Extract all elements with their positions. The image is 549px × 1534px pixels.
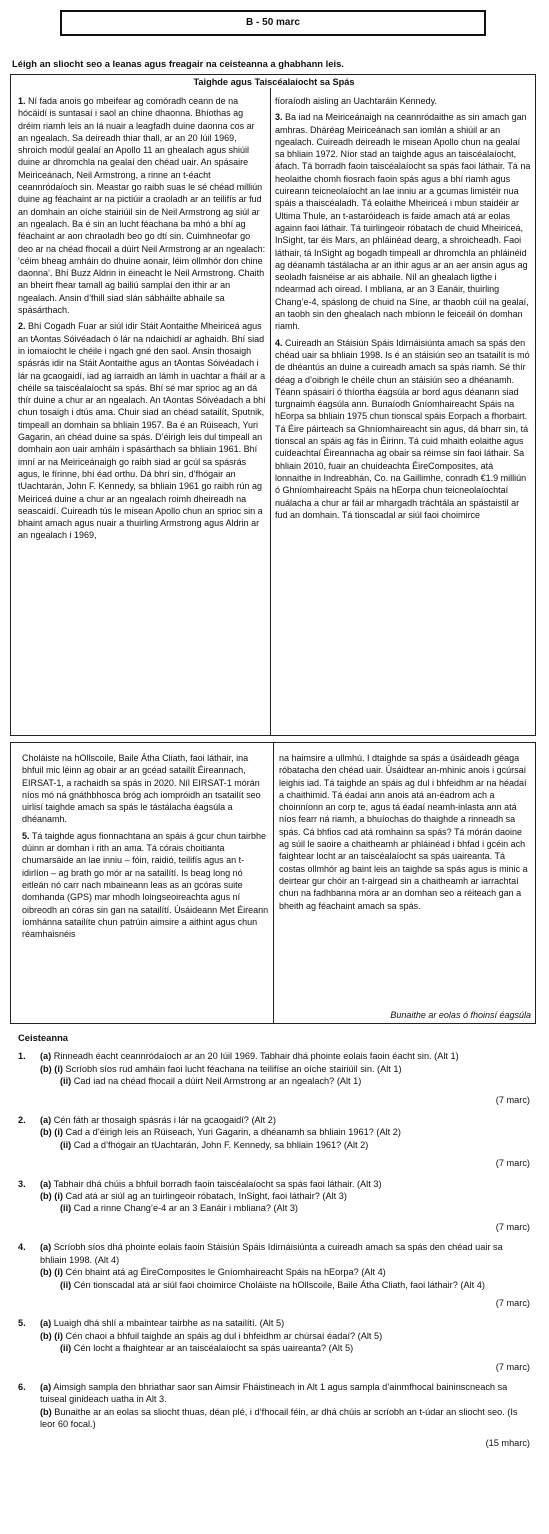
paragraph-5: 5. Tá taighde agus fionnachtana an spáis á gcur chun tairbhe dúinn ar domhan i rith an ama. Tá córais choitianta chumarsáide an lae inniu – fóin, raidió, teilifís agus an t-idirlíon – ag brath go mór ar na satailítí. Is beag long nó eitleán nó carr nach mbaineann leas as an gcóras suite domhanda (GPS) mar mhodh loingseoireachta agus ní oibreodh an córas sin gan na satailítí. Úsáideann Met Éireann íomhánna satailíte chun patrúin aimsire a aithint agus chun réamhaisnéis (22, 830, 269, 940)
article-column-right-top (275, 95, 531, 525)
section-header (60, 10, 486, 36)
paragraph-1: 1. Ní fada anois go mbeifear ag comóradh ceann de na hócáidí is suntasaí i saol an chine dhaonna. Bhíothas ag dréim riamh leis an lá nuair a leagfadh duine daonna cos ar an ngealach. Sa deireadh thiar thall, ar an 20 Iúil 1969, shroich modúl gealaí an Apollo 11 an ghealach agus shiúil duine ar dhromchla na gealaí den chéad uair. An spásaire Meiriceánach, Neil Armstrong, a rinne an t-éacht ceannródaíoch sin. Meastar go raibh suas le sé chéad milliún duine ag féachaint ar na pictiúir a craoladh ar an teilifís ar fud an domhain an oíche stairiúil sin de Neil Armstrong ag siúl ar an ngealach. Ba é sin an lucht féachana ba mhó a bhí ag féachaint ar aon chraoladh beo go dtí sin. Cuimhneofar go deo ar na chéad fhocail a dúirt Neil Armstrong ar an ngealach: ‘céim bheag amháin do dhuine aonair, léim ollmhór don chine daonna’. Bhí Buzz Aldrin in éineacht le Neil Armstrong. Chaith an bheirt fhear tamall ag bailiú samplaí den ithir ar an ngealach. Ansin d’fhill siad slán sábháilte abhaile sa spásárthach. (18, 96, 266, 316)
paragraph-4-continued: Choláiste na hOllscoile, Baile Átha Cliath, faoi láthair, ina bhfuil mic léinn ag obair ar an gcéad satailít Éireannach, EIRSAT-1, a rachaidh sa spás in 2020. Níl EIRSAT-1 mórán níos mó ná gnáthbhosca bróg ach iompróidh an tsatailít seo uirlisí taighde amach sa spás le tástálacha éagsúla a dhéanamh. (22, 753, 261, 825)
paragraph-2: 2. Bhí Cogadh Fuar ar siúl idir Stáit Aontaithe Mheiriceá agus an tAontas Sóivéadach ó lár na ndaichidí ar aghaidh. Bhí siad in iomaíocht le chéile i ngach gné den saol. Ansin thosaigh spásrás idir na Stáit Aontaithe agus an tAontas Sóivéadach i lár na gcaogaidí, iad ag iarraidh an lámh in uachtar a fháil ar a chéile sa taiscéalaíocht sa spás. Bhí sé mar sprioc ag an dá thír duine a chur ar an ngealach. An tAontas Sóivéadach a bhí chun tosaigh i dtús ama. Chuir siad an chéad satailít, Sputnik, timpeall an domhain sa bhliain 1957. Ba é an Rúiseach, Yuri Gagarin, an chéad duine sa spás. D’éirigh leis dul timpeall an domhain aon uair amháin i spásárthach sa bhliain 1961. Bhí imní ar na Meiriceánaigh go raibh siad ar gcúl sa spásrás agus, le fírinne, bhí éad orthu. Dá bhrí sin, d’fhógair an tUachtarán, John F. Kennedy, sa bhliain 1961 go raibh rún ag Meiriceá duine a chur ar an ngealach roimh dheireadh na seascaidí. Cuireadh tús le misean Apollo chun an sprioc sin a bhaint amach agus nuair a thuirling Armstrong agus Aldrin ar an ngealach i 1969, (18, 321, 266, 541)
questions-heading: Ceisteanna (18, 1032, 69, 1043)
article-column-left-top (18, 95, 266, 546)
article-column-right-bottom (279, 752, 531, 916)
marks-q5: (7 marc) (495, 1361, 530, 1372)
source-note: Bunaithe ar eolas ó fhoinsí éagsúla (390, 1010, 531, 1020)
question-6: 6. (a) Aimsigh sampla den bhriathar saor san Aimsir Fháistineach in Alt 1 agus sampla d’ainmfhocal baininscneach sa tuiseal ginideach uatha in Alt 3. (b) Bunaithe ar an eolas sa sliocht thuas, déan plé, i d’fhocail féin, ar dhá chúis ar scríobh an t-údar an sliocht seo. (Is leor 60 focal.) (15 mharc) (18, 1381, 530, 1448)
questions-section (18, 1032, 530, 1457)
paragraph-2-continued: fíoraíodh aisling an Uachtaráin Kennedy. (275, 96, 437, 106)
paragraph-3: 3. Ba iad na Meiriceánaigh na ceannródaithe as sin amach gan amhras. Dháréag Meiriceánach san iomlán a shiúil ar an ngealach. Cuireadh deireadh le misean Apollo chun na gealaí sa bhliain 1972. Níor stad an taighde agus an taiscéalaíocht, áfach. Tá borradh faoin taiscéalaíocht sa spás faoi láthair. Tá na heolaithe chomh fiosrach faoin spás agus a bhí riamh agus cuireann teicneolaíocht an lae inniu ar a gcumas limistéir nua spáis a thaiscéaladh. Tá eolaithe Mheiriceá i mbun staidéir ar Ultima Thule, an t-astaróideach is faide amach atá ar eolas againn faoi láthair. Tá tuirlingeoir róbatach de chuid Mheiriceá, InSight, tar éis Mars, an phláinéad dearg, a shroicheadh. Faoi láthair, tá InSight ag bogadh timpeall ar dhromchla an phláinéid ag déanamh tástálacha ar an ithir agus ar an aer ansin agus ag seoladh faisnéise ar ais abhaile. Níl an ghealach ligthe i ndearmad ach oiread. I mbliana, ar an 3 Eanáir, thuirling Chang’e-4, spáslong de chuid na Síne, ar thaobh cúil na gealaí, an taobh sin den ghealach nach mbíonn le feiceáil ón domhan riamh. (275, 112, 531, 332)
article-title: Taighde agus Taiscéalaíocht sa Spás (193, 77, 355, 87)
marks-q3: (7 marc) (495, 1221, 530, 1232)
question-4: 4. (a) Scríobh síos dhá phointe eolais faoin Stáisiún Spáis Idirnáisiúnta a cuireadh amach sa spás den chéad uair sa bhliain 1998. (Alt 4) (b) (i) Cén bhaint atá ag ÉireComposites le Gníomhaireacht Spáis na hEorpa? (Alt 4) (ii) Cén tionscadal atá ar siúl faoi choimirce Choláiste na hOllscoile, Baile Átha Cliath, faoi láthair? (Alt 4) (7 marc) (18, 1242, 530, 1308)
paragraph-5-continued: na haimsire a ullmhú. I dtaighde sa spás a úsáideadh géaga róbatacha den chéad uair. Úsáidtear an-mhinic anois i gcúrsaí leighis iad. Tá taighde an spáis ag dul i bhfeidhm ar na héadaí a chaithimid. Tá éadaí ann anois atá an-éadrom ach a choinníonn an corp te, agus tá éadaí neamh-inlasta ann atá níos fearr ná riamh, a bhuíochas do thaighde a rinneadh sa spás. Cá bhfios cad atá romhainn sa spás? Tá mórán daoine ag súil le saoire a chaitheamh ar phláinéad i bhfad i gcéin ach faightear locht ar an taiscéalaíocht sa spás uaireanta. Tá costas ollmhór ag baint leis an taighde sa spás agus is minic a deirtear gur chóir an t-airgead sin a chaitheamh ar iarrachtaí chun na fadhbanna móra ar an domhan seo a réiteach gan a bheith ag féachaint amach sa spás. (279, 753, 528, 911)
paragraph-4: 4. Cuireadh an Stáisiún Spáis Idirnáisiúnta amach sa spás den chéad uair sa bhliain 1998. Is é an stáisiún seo an tsatailít is mó de dhéantús an duine a cuireadh amach sa spás riamh. Sé thír déag a d’oibrigh le chéile chun an stáisiún seo a dhéanamh. Téann spásairí ó thíortha éagsúla ar bord agus déanann siad turgnaimh éagsúla ann. Bunaíodh Gníomhaireacht Spáis na hEorpa sa bhliain 1975 chun tionscal spáis Eorpach a fhorbairt. Tá Éire páirteach sa Ghníomhaireacht sin agus, dá bharr sin, tá tionscal an spáis ag fás in Éirinn. Tá cuid mhaith eolaithe agus cuideachtaí Éireannacha ag obair sa réimse sin faoi láthair. Sa bhliain 2010, fuair an chuideachta ÉireComposites, atá lonnaithe in Indreabhán, Co. na Gaillimhe, conradh €1.9 milliún ó Ghníomhaireacht Spáis na hEorpa chun teicneolaíochtaí nuálacha a chur ar fáil ar mhargadh tráchtála an spástaistil ar fud an domhain. Tá tionscadal ar siúl faoi choimirce (275, 337, 530, 520)
instruction-text: Léigh an sliocht seo a leanas agus freagair na ceisteanna a ghabhann leis. (12, 58, 344, 69)
marks-q2: (7 marc) (495, 1158, 530, 1169)
question-3: 3. (a) Tabhair dhá chúis a bhfuil borradh faoin taiscéalaíocht sa spás faoi láthair. (Alt 3) (b) (i) Cad atá ar siúl ag an tuirlingeoir róbatach, InSight, faoi láthair? (Alt 3) (ii) Cad a rinne Chang’e-4 ar an 3 Eanáir i mbliana? (Alt 3) (7 marc) (18, 1178, 530, 1232)
article-column-left-bottom (22, 752, 270, 944)
section-title: B - 50 marc (246, 17, 300, 28)
column-divider-bottom (273, 742, 274, 1024)
question-5: 5. (a) Luaigh dhá shlí a mbaintear tairbhe as na satailítí. (Alt 5) (b) (i) Cén chaoi a bhfuil taighde an spáis ag dul i bhfeidhm ar chúrsaí éadaí? (Alt 5) (ii) Cén locht a fhaightear ar an taiscéalaíocht sa spás uaireanta? (Alt 5) (7 marc) (18, 1318, 530, 1372)
column-divider-top (270, 88, 271, 736)
marks-q4: (7 marc) (495, 1297, 530, 1308)
marks-q6: (15 mharc) (485, 1437, 530, 1448)
question-2: 2. (a) Cén fáth ar thosaigh spásrás i lár na gcaogaidí? (Alt 2) (b) (i) Cad a d’éirigh leis an Rúiseach, Yuri Gagarin, a dhéanamh sa bhliain 1961? (Alt 2) (ii) Cad a d’fhógair an tUachtarán, John F. Kennedy, sa bhliain 1961? (Alt 2) (7 marc) (18, 1115, 530, 1169)
marks-q1: (7 marc) (495, 1094, 530, 1105)
question-1: 1. (a) Rinneadh éacht ceannródaíoch ar an 20 Iúil 1969. Tabhair dhá phointe eolais faoin éacht sin. (Alt 1) (b) (i) Scríobh síos rud amháin faoi lucht féachana na teilifíse an oíche stairiúil sin. (Alt 1) (ii) Cad iad na chéad fhocail a dúirt Neil Armstrong ar an ngealach? (Alt 1) (7 marc) (18, 1051, 530, 1105)
